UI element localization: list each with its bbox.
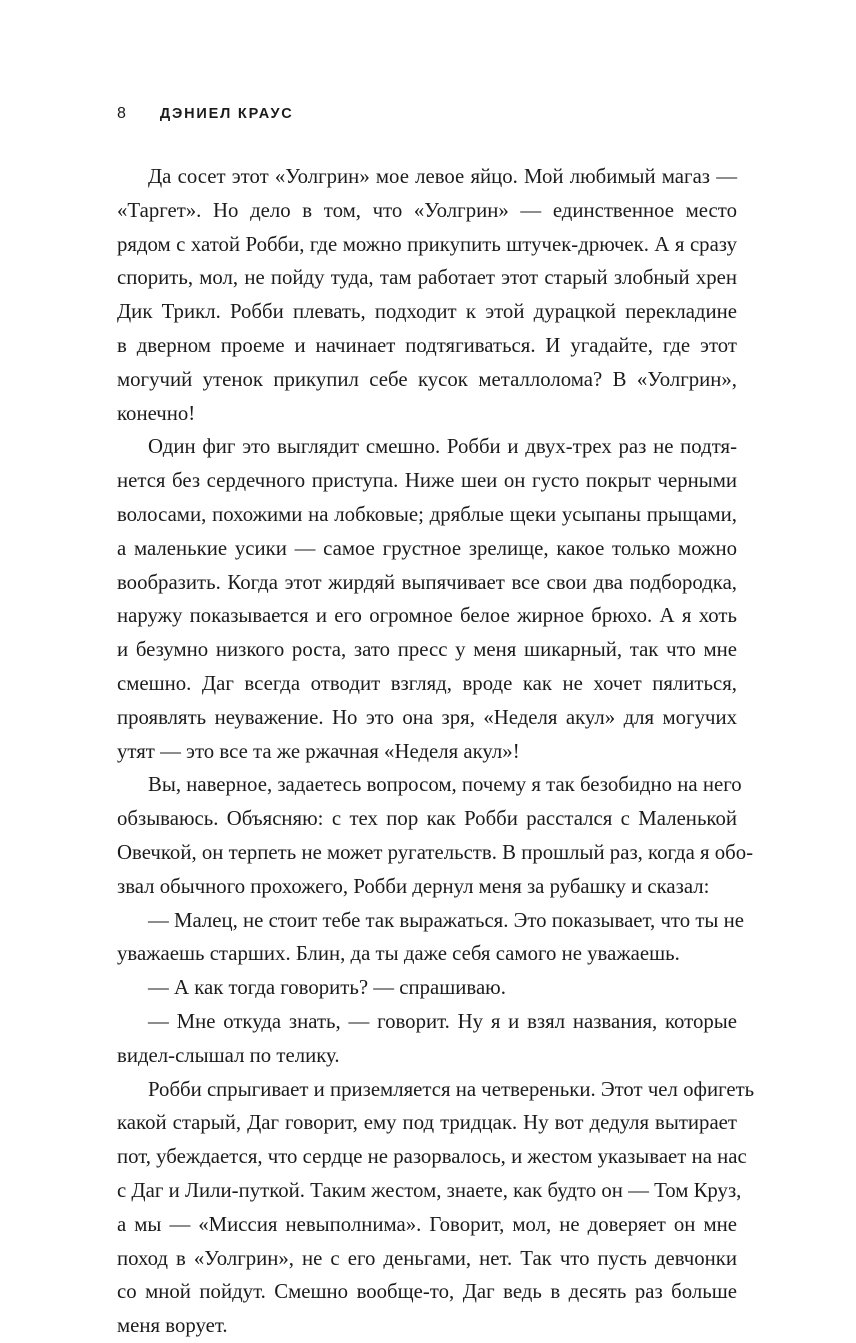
text-line: меня ворует. <box>117 1314 228 1338</box>
text-line: нется без сердечного приступа. Ниже шеи он густо покрыт черными <box>117 469 737 493</box>
text-line: Овечкой, он терпеть не может ругательств. В прошлый раз, когда я обо- <box>117 840 754 864</box>
text-line: — Мне откуда знать, — говорит. Ну я и взял названия, которые <box>148 1009 737 1033</box>
text-line: обзываюсь. Объясняю: с тех пор как Робби расстался с Маленькой <box>117 807 737 831</box>
text-line: Да сосет этот «Уолгрин» мое левое яйцо. Мой любимый магаз — <box>148 165 737 188</box>
text-line: смешно. Даг всегда отводит взгляд, вроде как не хочет пялиться, <box>117 671 737 695</box>
text-line: в дверном проеме и начинает подтягиваться. И угадайте, где этот <box>117 333 737 357</box>
text-line: — А как тогда говорить? — спрашиваю. <box>148 976 506 1000</box>
text-line: волосами, похожими на лобковые; дряблые щеки усыпаны прыщами, <box>117 502 737 526</box>
text-line: уважаешь старших. Блин, да ты даже себя самого не уважаешь. <box>117 942 680 966</box>
text-line: могучий утенок прикупил себе кусок металлолома? В «Уолгрин», <box>117 367 737 391</box>
text-line: спорить, мол, не пойду туда, там работает этот старый злобный хрен <box>117 266 737 290</box>
text-line: с Даг и Лили-путкой. Таким жестом, знаете, как будто он — Том Круз, <box>117 1178 742 1202</box>
text-line: видел-слышал по телику. <box>117 1043 340 1067</box>
text-line: проявлять неуважение. Но это она зря, «Неделя акул» для могучих <box>117 705 737 729</box>
author-name: ДЭНИЕЛ КРАУС <box>159 106 294 122</box>
text-line: Вы, наверное, задаетесь вопросом, почему я так безобидно на него <box>148 773 742 797</box>
text-line: рядом с хатой Робби, где можно прикупить штучек-дрючек. А я сразу <box>117 232 737 256</box>
text-line: — Малец, не стоит тебе так выражаться. Это показывает, что ты не <box>148 908 744 932</box>
text-line: и безумно низкого роста, зато пресс у меня шикарный, так что мне <box>117 638 737 662</box>
text-line: Робби спрыгивает и приземляется на четвереньки. Этот чел офигеть <box>148 1077 755 1101</box>
page-number: 8 <box>117 105 126 122</box>
text-line: Один фиг это выглядит смешно. Робби и двух-трех раз не подтя- <box>148 435 737 459</box>
text-line: какой старый, Даг говорит, ему под тридцак. Ну вот дедуля вытирает <box>117 1111 737 1135</box>
text-line: а мы — «Миссия невыполнима». Говорит, мол, не доверяет он мне <box>117 1212 737 1236</box>
text-line: Дик Трикл. Робби плевать, подходит к этой дурацкой перекладине <box>117 300 737 324</box>
body-text <box>117 160 755 1343</box>
text-line: «Таргет». Но дело в том, что «Уолгрин» — единственное место <box>117 198 737 222</box>
text-line: со мной пойдут. Смешно вообще-то, Даг ведь в десять раз больше <box>117 1280 737 1304</box>
text-line: вообразить. Когда этот жирдяй выпячивает все свои два подбородка, <box>117 570 737 594</box>
text-line: пот, убеждается, что сердце не разорвалось, и жестом указывает на нас <box>117 1145 747 1169</box>
text-line: наружу показывается и его огромное белое жирное брюхо. А я хоть <box>117 604 737 628</box>
text-line: звал обычного прохожего, Робби дернул меня за рубашку и сказал: <box>117 874 710 898</box>
running-head <box>117 105 294 129</box>
text-line: утят — это все та же ржачная «Неделя акул»! <box>117 739 520 763</box>
text-line: а маленькие усики — самое грустное зрелище, какое только можно <box>117 536 737 560</box>
text-line: конечно! <box>117 401 196 425</box>
text-line: поход в «Уолгрин», не с его деньгами, нет. Так что пусть девчонки <box>117 1246 737 1270</box>
